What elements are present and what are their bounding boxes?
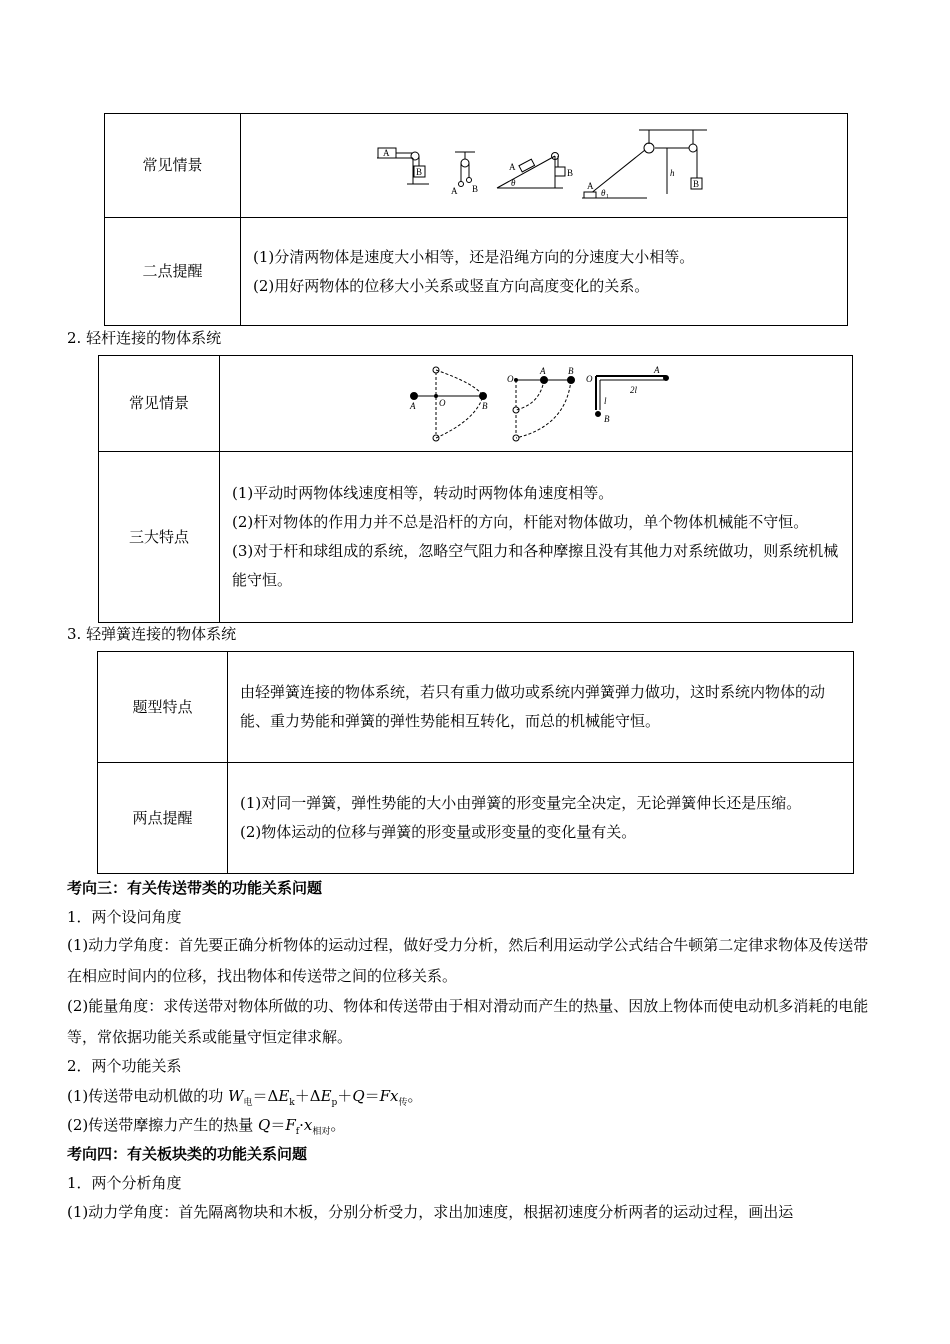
rope-reminder-label: 二点提醒 <box>105 218 241 326</box>
topic-4-title: 考向四：有关板块类的功能关系问题 <box>67 1145 308 1163</box>
formula-1-eq2: ＝ <box>364 1087 380 1105</box>
rod-feature-line-2: (2)杆对物体的作用力并不总是沿杆的方向，杆能对物体做功，单个物体机械能不守恒。 <box>232 513 809 531</box>
rod-features-label: 三大特点 <box>99 452 220 623</box>
rope-scenario-figure <box>377 126 717 206</box>
formula-1-sub-dian: 电 <box>243 1098 253 1108</box>
topic-4-paragraph-1-text: (1)动力学角度：首先隔离物块和木板，分别分析受力，求出加速度，根据初速度分析两者的运动过程，画出运 <box>67 1203 794 1221</box>
formula-1-sub-chuan: 传 <box>398 1098 408 1108</box>
rod-system-table <box>98 355 853 623</box>
rope-scenario-label: 常见情景 <box>105 114 241 218</box>
spring-reminder-text <box>228 763 854 874</box>
formula-1-eq1: ＝Δ <box>252 1087 279 1105</box>
topic-3-subheading-1: 1．两个设问角度 <box>67 908 182 926</box>
rope-fig-label-theta: θ <box>511 177 516 188</box>
spring-system-table <box>97 651 854 874</box>
rod-scenario-figure-cell <box>220 356 853 452</box>
formula-2-x: x <box>303 1116 313 1134</box>
spring-type-label: 题型特点 <box>98 652 228 763</box>
topic-3-paragraph-2-text: (2)能量角度：求传送带对物体所做的功、物体和传送带由于相对滑动而产生的热量、因放上物体而使电动机多消耗的电能等，常依据功能关系或能量守恒定律求解。 <box>67 997 869 1046</box>
rope-fig-label-b4: B <box>693 178 700 189</box>
formula-1-prefix: (1)传送带电动机做的功 <box>67 1087 229 1105</box>
rope-fig-label-theta1: θ <box>601 187 606 198</box>
formula-2-sub-f: f <box>295 1127 300 1137</box>
rod-fig-label-a1: A <box>410 400 416 411</box>
rod-scenario-label: 常见情景 <box>99 356 220 452</box>
rope-scenario-figure-cell <box>241 114 848 218</box>
rod-fig-label-a2: A <box>540 365 546 376</box>
rope-fig-label-h: h <box>670 167 675 178</box>
rope-fig-label-theta1-sub: 1 <box>606 193 609 200</box>
topic-3-title: 考向三：有关传送带类的功能关系问题 <box>67 879 323 897</box>
rope-fig-label-a2: A <box>451 185 458 196</box>
formula-2-eq: ＝ <box>270 1116 286 1134</box>
topic-3-paragraph-2 <box>67 991 882 1053</box>
rope-fig-label-a4: A <box>587 180 594 191</box>
formula-2-prefix: (2)传送带摩擦力产生的热量 <box>67 1116 259 1134</box>
rod-fig-label-2l: 2l <box>630 384 638 395</box>
rod-scenario-figure <box>406 362 676 446</box>
formula-1-plus2: ＋ <box>337 1087 353 1105</box>
rope-reminder-line-1: (1)分清两物体是速度大小相等，还是沿绳方向的分速度大小相等。 <box>253 247 695 266</box>
formula-1-ek: E <box>278 1087 290 1105</box>
spring-reminder-label: 两点提醒 <box>98 763 228 874</box>
rod-fig-label-b2: B <box>568 365 574 376</box>
spring-reminder-line-2: (2)物体运动的位移与弹簧的形变量或形变量的变化量有关。 <box>240 823 637 841</box>
rod-feature-line-3: (3)对于杆和球组成的系统，忽略空气阻力和各种摩擦且没有其他力对系统做功，则系统机械能守恒。 <box>232 542 839 589</box>
spring-type-text: 由轻弹簧连接的物体系统，若只有重力做功或系统内弹簧弹力做功，这时系统内物体的动能、重力势能和弹簧的弹性势能相互转化，而总的机械能守恒。 <box>228 652 854 763</box>
formula-1-w: W <box>228 1087 244 1105</box>
spring-reminder-line-1: (1)对同一弹簧，弹性势能的大小由弹簧的形变量完全决定，无论弹簧伸长还是压缩。 <box>240 794 802 812</box>
rod-fig-label-b3: B <box>604 413 610 424</box>
formula-1-end: 。 <box>407 1087 423 1105</box>
section-2-title: 2. 轻杆连接的物体系统 <box>67 329 222 347</box>
section-3-title: 3. 轻弹簧连接的物体系统 <box>67 625 237 643</box>
rod-fig-label-l: l <box>604 395 607 406</box>
formula-1-ep: E <box>320 1087 332 1105</box>
rod-fig-label-o3: O <box>586 373 593 384</box>
rope-fig-label-b3: B <box>567 167 574 178</box>
rod-fig-label-a3: A <box>654 364 660 375</box>
rope-fig-label-a3: A <box>509 161 516 172</box>
formula-1-sub-p: p <box>331 1098 338 1108</box>
topic-3-paragraph-1 <box>67 930 882 992</box>
rod-fig-label-o1: O <box>439 397 446 408</box>
topic-3-subheading-2: 2．两个功能关系 <box>67 1057 182 1075</box>
rope-reminder-text <box>241 218 848 326</box>
formula-2-sub-xiangdui: 相对 <box>312 1127 331 1137</box>
rod-fig-label-b1: B <box>482 400 488 411</box>
formula-1-q: Q <box>352 1087 365 1105</box>
topic-3-formula-1 <box>67 1085 423 1114</box>
topic-3-paragraph-1-text: (1)动力学角度：首先要正确分析物体的运动过程，做好受力分析，然后利用运动学公式结合牛顿第二定律求物体及传送带在相应时间内的位移，找出物体和传送带之间的位移关系。 <box>67 936 869 985</box>
rope-system-table <box>104 113 848 326</box>
topic-4-subheading-1: 1．两个分析角度 <box>67 1174 182 1192</box>
topic-3-formula-2 <box>67 1114 345 1143</box>
rope-fig-label-b1: B <box>416 166 423 177</box>
rod-features-text <box>220 452 853 623</box>
formula-2-dot: · <box>299 1116 304 1134</box>
rope-fig-label-b2: B <box>472 183 479 194</box>
rod-feature-line-1: (1)平动时两物体线速度相等，转动时两物体角速度相等。 <box>232 484 614 502</box>
formula-1-plus1: ＋Δ <box>294 1087 321 1105</box>
formula-1-sub-k: k <box>289 1098 295 1108</box>
formula-1-fx: Fx <box>379 1087 399 1105</box>
rope-reminder-line-2: (2)用好两物体的位移大小关系或竖直方向高度变化的关系。 <box>253 276 650 295</box>
formula-2-end: 。 <box>330 1116 346 1134</box>
formula-2-q: Q <box>258 1116 271 1134</box>
rope-fig-label-a1: A <box>383 147 390 158</box>
rod-fig-label-o2: O <box>507 373 514 384</box>
topic-4-paragraph-1 <box>67 1197 882 1228</box>
formula-2-f: F <box>285 1116 296 1134</box>
